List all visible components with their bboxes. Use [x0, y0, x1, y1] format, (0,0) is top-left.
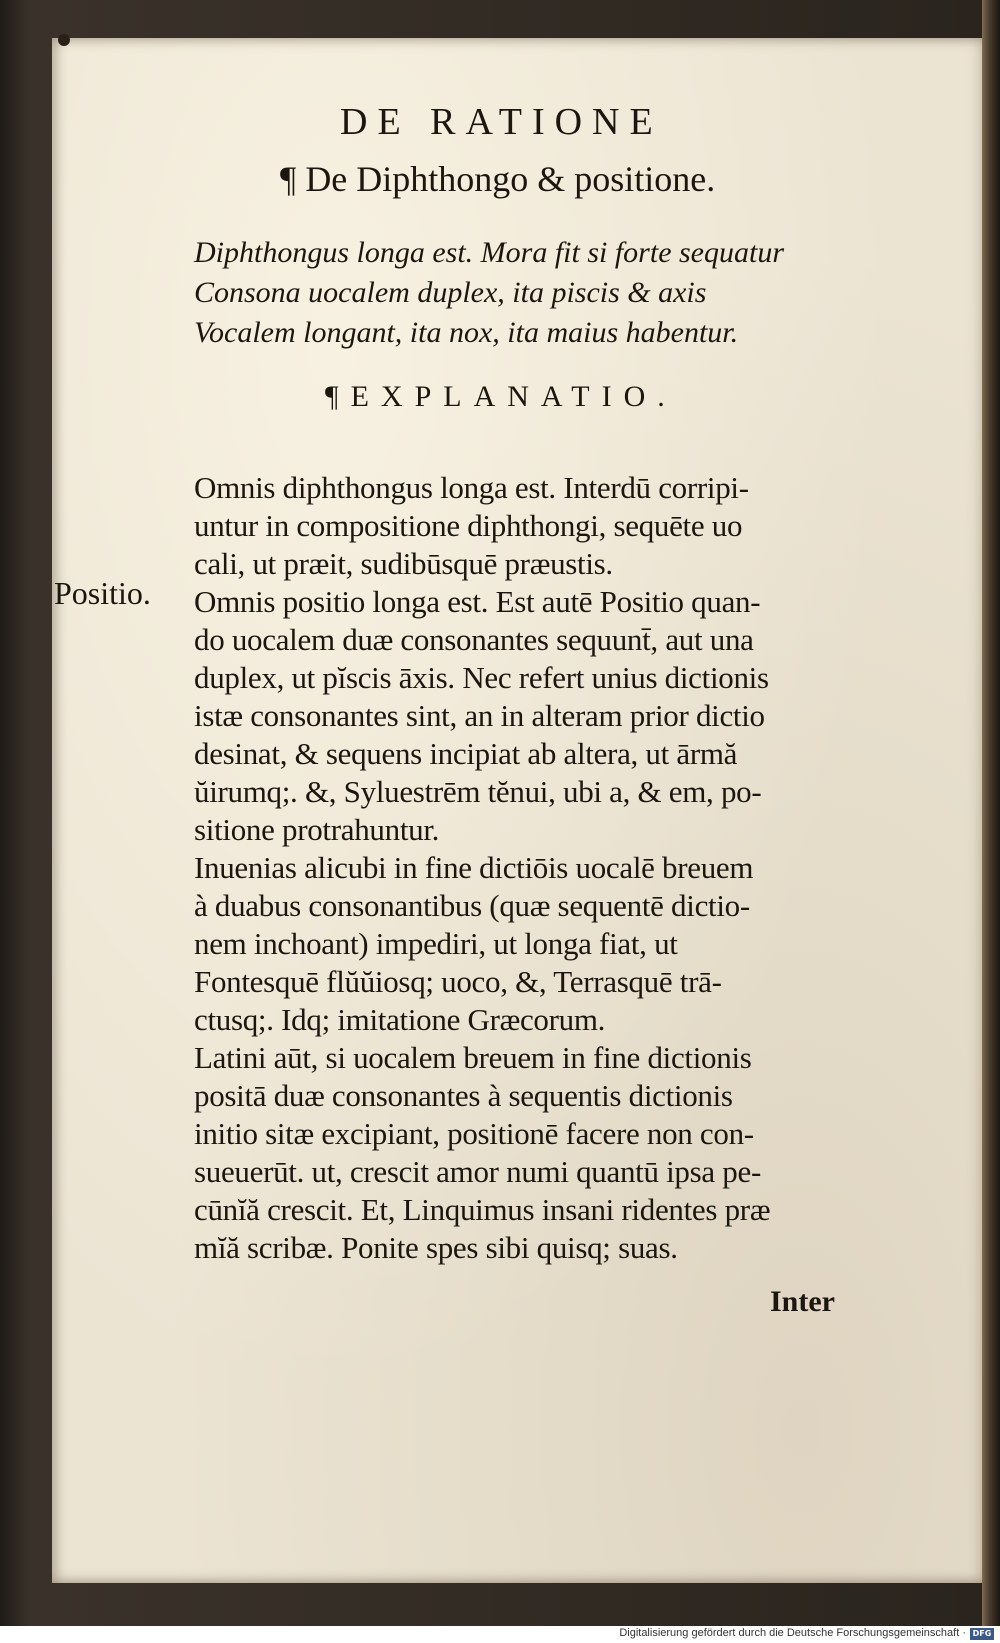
body-line: ŭirumq;. &, Syluestrēm tĕnui, ubi a, & em, po- [194, 774, 762, 809]
body-line: do uocalem duæ consonantes sequunt̄, aut una [194, 622, 754, 657]
body-line: cūnĭă crescit. Et, Linquimus insani ridentes præ [194, 1192, 771, 1227]
body-line: initio sitæ excipiant, positionē facere non con- [194, 1116, 754, 1151]
body-line: à duabus consonantibus (quæ sequentē dictio- [194, 888, 750, 923]
section-title: ¶ De Diphthongo & positione. [280, 159, 716, 199]
explanatio-heading: ¶EXPLANATIO. [325, 380, 677, 413]
verse-line: Vocalem longant, ita nox, ita maius habentur. [194, 316, 739, 349]
body-line: Omnis diphthongus longa est. Interdū corripi- [194, 470, 749, 505]
running-head: DE RATIONE [340, 101, 663, 143]
footer-credit: Digitalisierung gefördert durch die Deutsche Forschungsgemeinschaft · [619, 1627, 966, 1639]
margin-note: Positio. [54, 575, 151, 611]
body-line: istæ consonantes sint, an in alteram prior dictio [194, 698, 765, 733]
verse-line: Diphthongus longa est. Mora fit si forte sequatur [194, 236, 785, 269]
body-line: cali, ut præit, sudibūsquē præustis. [194, 546, 613, 581]
body-line: Fontesquē flŭŭiosq; uoco, &, Terrasquē trā- [194, 964, 722, 999]
catchword: Inter [770, 1285, 835, 1318]
book-edge [982, 0, 1000, 1643]
body-line: sitione protrahuntur. [194, 812, 440, 847]
body-line: Latini aūt, si uocalem breuem in fine dictionis [194, 1040, 752, 1075]
body-line: positā duæ consonantes à sequentis dictionis [194, 1078, 733, 1113]
body-line: Inuenias alicubi in fine dictiōis uocalē breuem [194, 850, 754, 885]
body-line: mĭă scribæ. Ponite spes sibi quisq; suas. [194, 1230, 678, 1265]
dfg-logo-icon: DFG [970, 1628, 994, 1640]
ink-spot [58, 34, 70, 46]
body-line: duplex, ut pĭscis āxis. Nec refert unius dictionis [194, 660, 769, 695]
body-line: Omnis positio longa est. Est autē Positio quan- [194, 584, 761, 619]
body-line: ctusq;. Idq; imitatione Græcorum. [194, 1002, 606, 1037]
body-line: untur in compositione diphthongi, sequēte uo [194, 508, 743, 543]
body-line: sueuerūt. ut, crescit amor numi quantū ipsa pe- [194, 1154, 761, 1189]
body-line: nem inchoant) impediri, ut longa fiat, ut [194, 926, 678, 961]
body-line: desinat, & sequens incipiat ab altera, ut ārmă [194, 736, 738, 771]
verse-line: Consona uocalem duplex, ita piscis & axis [194, 276, 707, 309]
